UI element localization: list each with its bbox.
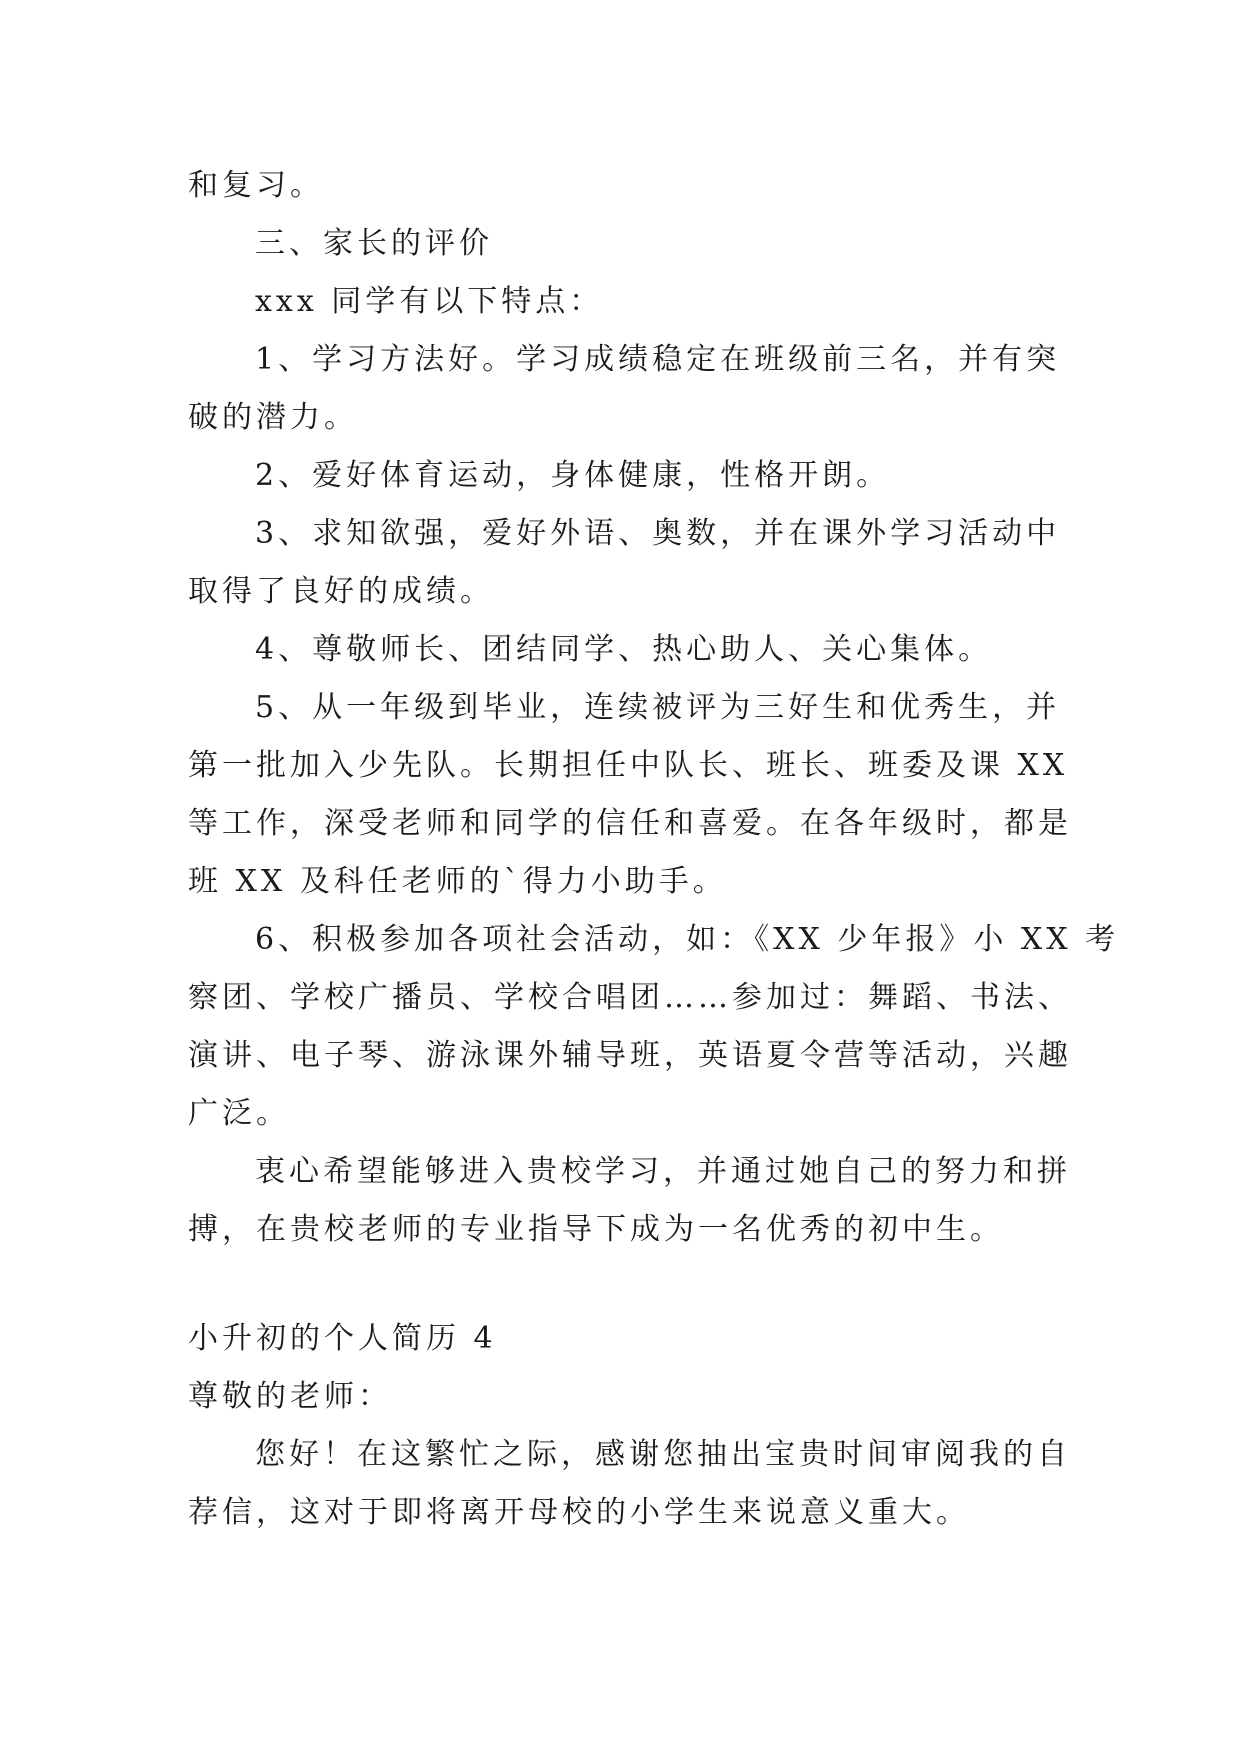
list-item-5: 5、从一年级到毕业，连续被评为三好生和优秀生，并	[255, 690, 1061, 725]
body-text-line: 取得了良好的成绩。	[188, 574, 494, 609]
body-text-line: xxx 同学有以下特点：	[255, 284, 604, 319]
list-item-2: 2、爱好体育运动，身体健康，性格开朗。	[255, 458, 891, 493]
body-text-line: 演讲、电子琴、游泳课外辅导班，英语夏令营等活动，兴趣	[188, 1038, 1072, 1073]
list-item-6: 6、积极参加各项社会活动，如：《XX 少年报》小 XX 考	[255, 922, 1120, 957]
salutation: 尊敬的老师：	[188, 1379, 392, 1414]
body-text-line: 察团、学校广播员、学校合唱团……参加过：舞蹈、书法、	[188, 980, 1072, 1015]
body-text-line: 第一批加入少先队。长期担任中队长、班长、班委及课 XX	[188, 748, 1069, 783]
body-text-line: 广泛。	[188, 1096, 290, 1131]
list-item-1: 1、学习方法好。学习成绩稳定在班级前三名，并有突	[255, 342, 1061, 377]
document-title: 小升初的个人简历 4	[188, 1321, 497, 1356]
list-item-4: 4、尊敬师长、团结同学、热心助人、关心集体。	[255, 632, 993, 667]
body-text-line: 和复习。	[188, 168, 324, 203]
body-text-line: 等工作，深受老师和同学的信任和喜爱。在各年级时，都是	[188, 806, 1072, 841]
body-text-line: 衷心希望能够进入贵校学习，并通过她自己的努力和拼	[255, 1154, 1071, 1189]
body-text-line: 搏，在贵校老师的专业指导下成为一名优秀的初中生。	[188, 1212, 1004, 1247]
list-item-3: 3、求知欲强，爱好外语、奥数，并在课外学习活动中	[255, 516, 1061, 551]
body-text-line: 破的潜力。	[188, 400, 358, 435]
body-text-line: 班 XX 及科任老师的`得力小助手。	[188, 864, 727, 899]
section-heading: 三、家长的评价	[255, 226, 493, 261]
body-text-line: 荐信，这对于即将离开母校的小学生来说意义重大。	[188, 1495, 970, 1530]
body-text-line: 您好！在这繁忙之际，感谢您抽出宝贵时间审阅我的自	[255, 1437, 1071, 1472]
